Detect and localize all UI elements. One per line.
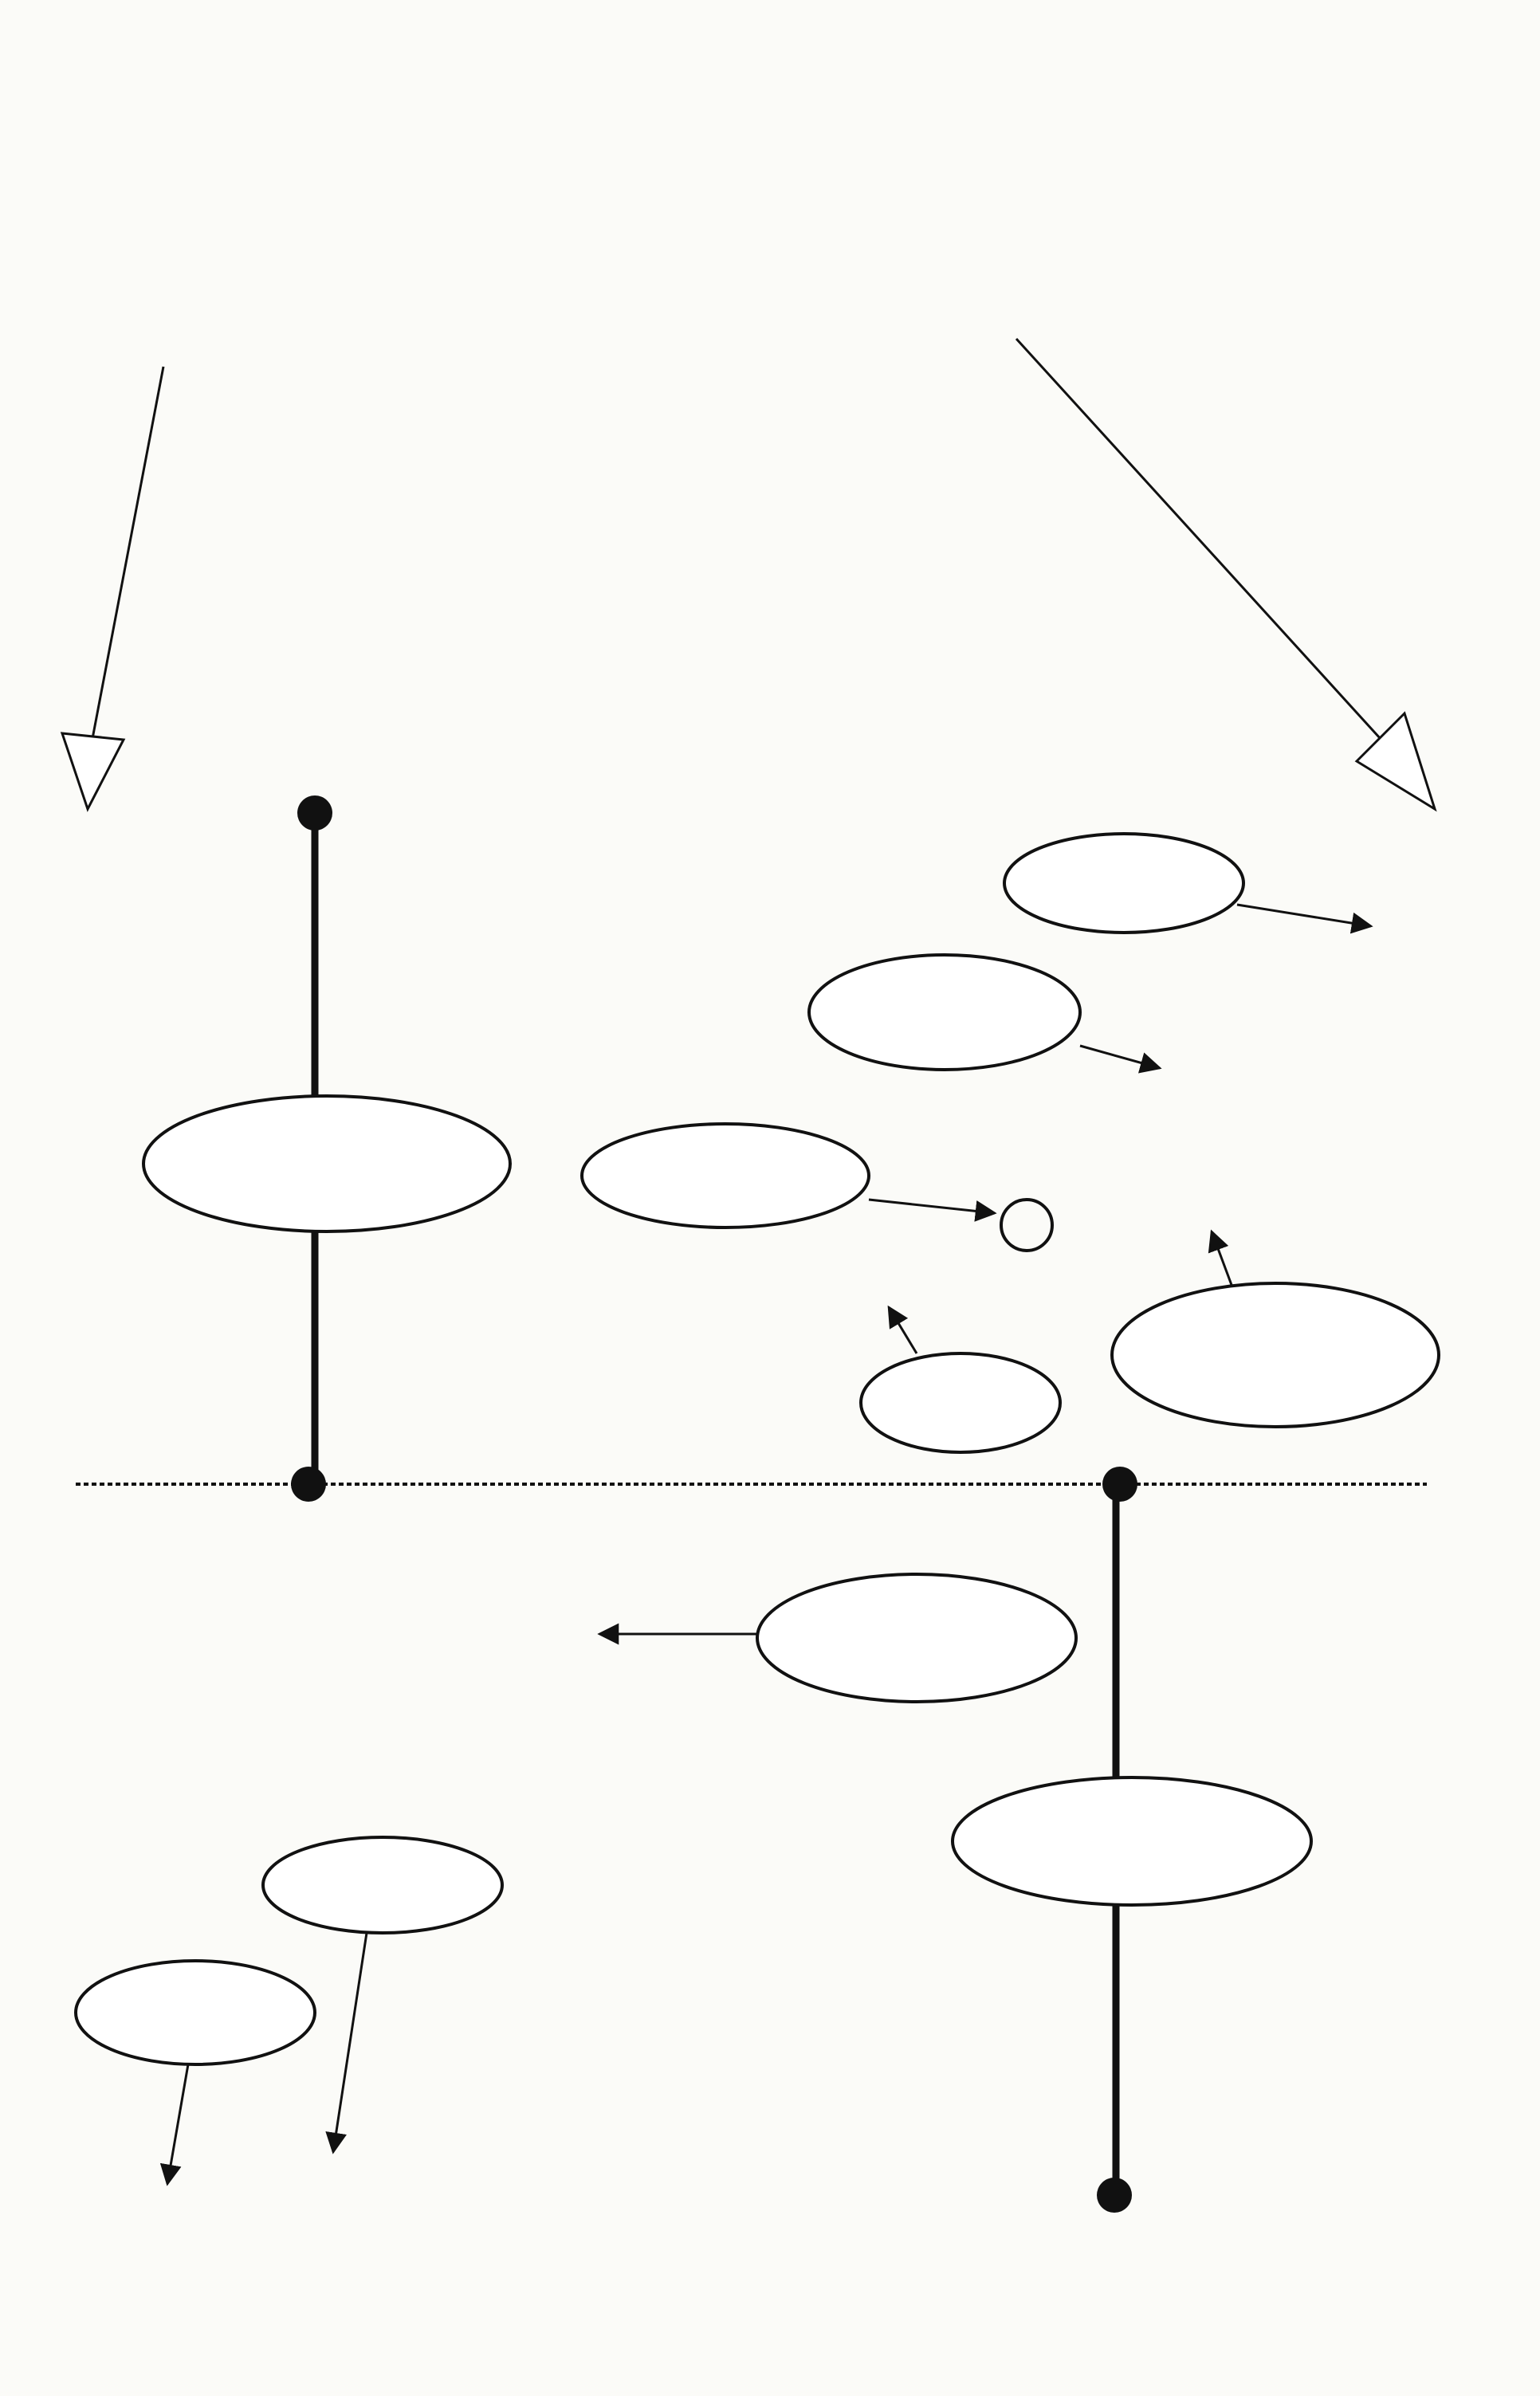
axis-node-mid-left	[291, 1467, 326, 1502]
annotation-rhythm	[0, 0, 1160, 1070]
annotation-general-knowledge	[953, 1777, 1311, 1905]
annotation-secondary-education	[599, 1574, 1076, 1702]
annotation-special-knowledge	[143, 1096, 510, 1231]
annotation-higher-education	[861, 1307, 1060, 1452]
annotation-continuous-education	[1004, 834, 1371, 933]
projection-arrowhead-right	[1357, 713, 1435, 809]
projection-arrowhead-left	[62, 733, 124, 809]
achievement-circle-marker	[1001, 1200, 1052, 1251]
axis-node-bottom	[1097, 2178, 1132, 2213]
axis-node-top	[297, 795, 332, 831]
projection-line-right	[1016, 339, 1389, 748]
projection-arrows	[62, 339, 1435, 809]
annotation-arrow	[1080, 1046, 1160, 1068]
annotation-arrow	[1212, 1231, 1232, 1285]
projection-line-left	[88, 367, 163, 764]
annotation-arrow	[889, 1307, 917, 1353]
annotation-arrow	[1237, 905, 1371, 926]
axis-node-mid-right	[1102, 1467, 1137, 1502]
annotation-arrow	[167, 2064, 188, 2184]
annotation-logistics-limit	[1112, 1231, 1439, 1427]
annotation-arrow	[333, 1933, 367, 2152]
annotation-arrow	[869, 1200, 995, 1213]
annotation-acquaintance	[76, 1961, 315, 2184]
annotation-achievement	[582, 1124, 995, 1227]
